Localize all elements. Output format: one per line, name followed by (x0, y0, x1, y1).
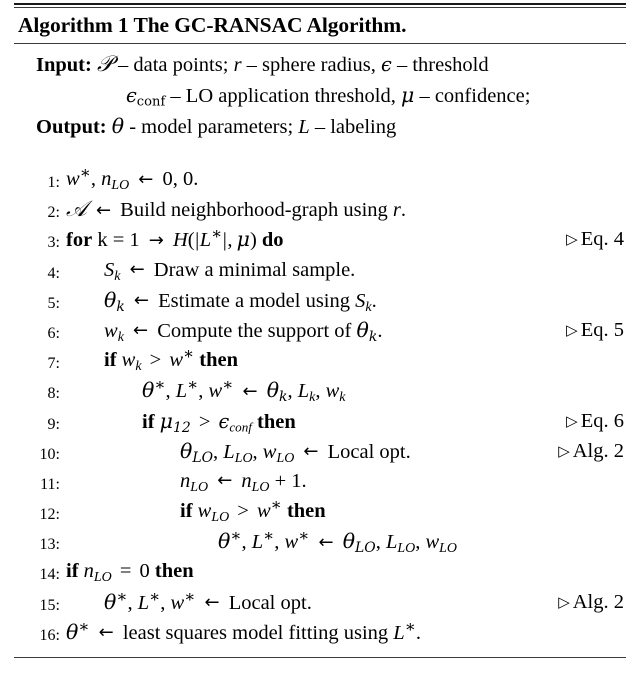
input-data-points-text: – data points; (117, 54, 229, 76)
var-S-k: $S_k$ (355, 289, 372, 315)
var-r: r (392, 199, 401, 222)
output-labeling-text: – labeling (314, 116, 397, 138)
line-content (14, 496, 326, 526)
input-line-1 (14, 49, 626, 80)
var-w-star: w∗ (284, 526, 310, 554)
text-least-squares: least squares model fitting using (122, 621, 389, 644)
period: . (371, 289, 377, 312)
line-number: 3: (47, 234, 60, 252)
keyword-if: if (104, 349, 117, 372)
assign-arrow-icon: ← (204, 592, 220, 614)
subscript-conf: conf (136, 94, 166, 110)
keyword-then: then (199, 349, 239, 372)
assign-arrow-icon: ← (133, 290, 150, 312)
var-L-star: L∗ (199, 224, 223, 252)
assign-arrow-icon: ← (133, 320, 149, 342)
var-theta-star: θ∗ (66, 616, 90, 644)
value-zero-zero: 0, 0. (162, 168, 199, 190)
operator-greater-than: > (237, 500, 249, 523)
line-comment: ▷ Alg. 2 (558, 439, 624, 462)
algorithm-block (14, 0, 626, 658)
symbol-r: r (233, 54, 242, 76)
line-number: 16: (39, 626, 60, 644)
value-zero: 0 (139, 560, 150, 583)
line-number: 4: (47, 264, 60, 282)
output-model-parameters-text: - model parameters; (129, 116, 294, 138)
input-threshold-text: – threshold (396, 54, 489, 76)
loop-init: k = 1 (97, 229, 140, 252)
algorithm-line-6 (14, 315, 626, 345)
var-L-star: L∗ (137, 586, 161, 614)
assign-arrow-icon: ← (318, 531, 334, 553)
line-number: 12: (39, 506, 60, 524)
line-number: 14: (39, 566, 60, 584)
algorithm-body (14, 142, 626, 647)
algorithm-title: Algorithm 1 The GC-RANSAC Algorithm. (18, 13, 407, 37)
operator-greater-than: > (198, 410, 211, 433)
algorithm-line-2 (14, 194, 626, 224)
algorithm-line-10 (14, 436, 626, 466)
line-number: 15: (39, 596, 60, 614)
line-number: 8: (47, 385, 60, 403)
var-w-LO: $w_{LO}$ (425, 531, 457, 556)
algorithm-line-13 (14, 526, 626, 556)
keyword-if: if (142, 410, 155, 433)
line-number: 2: (47, 204, 60, 222)
var-L-star: L∗ (393, 616, 416, 644)
line-content (14, 285, 377, 317)
line-number: 6: (47, 324, 60, 342)
line-content (14, 617, 421, 649)
input-confidence-text: – confidence; (419, 85, 531, 107)
var-mu-12: $\mu_{12}$ (159, 408, 191, 436)
keyword-if: if (180, 500, 193, 523)
line-content: θ∗, L∗, w∗ ← $\theta_k$, $L_k$, $w_k$ (142, 375, 346, 406)
algorithm-line-8 (14, 375, 626, 405)
assign-arrow-icon: ← (303, 441, 319, 463)
comment-triangle-icon: ▷ (558, 443, 570, 460)
line-number: 7: (47, 355, 60, 373)
algorithm-line-3 (14, 224, 626, 254)
var-S-k: $S_k$ (104, 258, 121, 284)
line-number: 5: (47, 294, 60, 312)
io-block (14, 44, 626, 142)
subscript-12: 12 (172, 419, 191, 436)
line-content (14, 255, 355, 286)
line-comment: ▷ Alg. 2 (558, 590, 624, 613)
var-A-calligraphic: 𝒜 (66, 196, 87, 222)
assign-arrow-icon: ← (98, 622, 114, 644)
text-local-opt: Local opt. (327, 440, 411, 463)
var-n-LO: $n_{LO}$ (83, 560, 112, 586)
var-w-star: w∗ (170, 586, 196, 614)
symbol-epsilon: ϵ (381, 53, 392, 76)
right-arrow-icon: → (148, 229, 164, 251)
input-label: Input: (36, 54, 92, 76)
var-L-star: L∗ (175, 375, 199, 403)
input-lo-application-text: – LO application threshold, (170, 85, 396, 107)
var-theta-LO: $\theta_{LO}$ (342, 529, 376, 556)
var-theta-LO: $\theta_{LO}$ (180, 438, 214, 466)
line-content: for k = 1 → H(|L∗|, μ) do (66, 224, 284, 252)
keyword-for: for (66, 229, 93, 252)
var-L-star: L∗ (251, 526, 275, 554)
var-L-LO: $L_{LO}$ (385, 531, 416, 556)
algorithm-line-12 (14, 496, 626, 526)
var-w-k: $w_k$ (104, 319, 124, 345)
line-comment: ▷ Eq. 4 (566, 228, 624, 251)
keyword-then: then (286, 500, 326, 523)
algorithm-line-14 (14, 556, 626, 586)
algorithm-line-5 (14, 285, 626, 315)
line-number: 1: (47, 174, 60, 191)
period: . (400, 199, 407, 222)
func-H: H (172, 229, 188, 252)
period: . (415, 621, 421, 644)
var-theta-k: $\theta_k$ (266, 378, 288, 406)
line-content: w∗, $n_{LO}$ ← 0, 0. (66, 163, 199, 193)
line-content (14, 194, 406, 226)
output-line (14, 111, 626, 142)
var-w-star: w∗ (256, 495, 282, 523)
text-plus-one: + 1. (274, 469, 307, 492)
var-L-LO: $L_{LO}$ (223, 440, 253, 466)
var-n-LO: $n_{LO}$ (180, 469, 209, 495)
var-theta-star: θ∗ (142, 375, 166, 403)
line-number: 10: (39, 445, 60, 463)
algorithm-line-4 (14, 255, 626, 285)
comment-triangle-icon: ▷ (566, 322, 578, 339)
assign-arrow-icon: ← (129, 259, 145, 281)
line-content (14, 315, 382, 347)
line-number: 9: (47, 415, 60, 433)
algorithm-line-9 (14, 406, 626, 436)
var-w-star: w∗ (208, 375, 234, 403)
line-comment: ▷ Eq. 6 (566, 409, 624, 432)
operator-greater-than: > (149, 349, 162, 372)
line-number: 11: (40, 475, 60, 493)
var-w-star: w∗ (66, 163, 91, 190)
symbol-L: L (298, 116, 310, 138)
algorithm-line-11 (14, 466, 626, 496)
text-draw-minimal-sample: Draw a minimal sample. (153, 258, 356, 281)
keyword-do: do (261, 229, 284, 252)
input-line-2 (14, 80, 626, 111)
algorithm-line-15 (14, 587, 626, 617)
subscript-conf: conf (229, 419, 252, 435)
symbol-mu: μ (401, 83, 415, 107)
var-w-star: w∗ (169, 344, 195, 372)
text-local-opt: Local opt. (228, 591, 312, 614)
keyword-then: then (154, 560, 194, 583)
var-n-LO: $n_{LO}$ (241, 469, 270, 495)
var-theta-star: θ∗ (104, 586, 128, 614)
output-label: Output: (36, 116, 107, 138)
algorithm-line-1 (14, 164, 626, 194)
comment-triangle-icon: ▷ (566, 232, 578, 249)
symbol-theta: θ (111, 114, 125, 138)
var-theta-k: $\theta_k$ (104, 287, 125, 315)
algorithm-line-16 (14, 617, 626, 647)
text-build-neighborhood: Build neighborhood-graph using (120, 199, 388, 222)
text-compute-support: Compute the support of (157, 319, 352, 342)
keyword-if: if (66, 560, 79, 583)
keyword-then: then (257, 410, 296, 433)
period: . (377, 319, 383, 342)
symbol-epsilon-conf: $\epsilon_{conf}$ (126, 84, 166, 110)
text-estimate-model: Estimate a model using (158, 289, 351, 312)
line-content: $\theta_{LO}$, $L_{LO}$, $w_{LO}$ ← Local opt. (180, 438, 411, 466)
algorithm-line-7 (14, 345, 626, 375)
assign-arrow-icon: ← (95, 199, 112, 221)
var-L-k: $L_k$ (297, 380, 316, 406)
var-mu: μ (236, 227, 250, 252)
var-w-LO: $w_{LO}$ (262, 440, 295, 466)
var-w-k: $w_k$ (121, 349, 142, 374)
var-theta-k: $\theta_k$ (356, 317, 378, 345)
assign-arrow-icon: ← (138, 168, 154, 190)
line-content: θ∗, L∗, w∗ ← Local opt. (104, 586, 312, 614)
var-w-LO: $w_{LO}$ (197, 500, 230, 525)
input-sphere-radius-text: – sphere radius, (246, 54, 376, 76)
line-number: 13: (39, 536, 60, 554)
var-w-k: $w_k$ (325, 380, 346, 406)
symbol-P-calligraphic: 𝒫 (96, 51, 113, 76)
assign-arrow-icon: ← (217, 470, 233, 492)
comment-triangle-icon: ▷ (566, 413, 578, 430)
var-theta-star: θ∗ (218, 526, 242, 554)
operator-equals: = (119, 560, 132, 583)
comment-triangle-icon: ▷ (558, 594, 570, 611)
line-comment: ▷ Eq. 5 (566, 318, 624, 341)
line-content: θ∗, L∗, w∗ ← $\theta_{LO}$, $L_{LO}$, $w_{LO}$ (218, 526, 457, 556)
var-epsilon-conf: $\epsilon_{conf}$ (218, 409, 252, 435)
var-n-LO: $n_{LO}$ (101, 168, 130, 193)
bottom-rule (14, 657, 626, 658)
assign-arrow-icon: ← (242, 380, 258, 402)
